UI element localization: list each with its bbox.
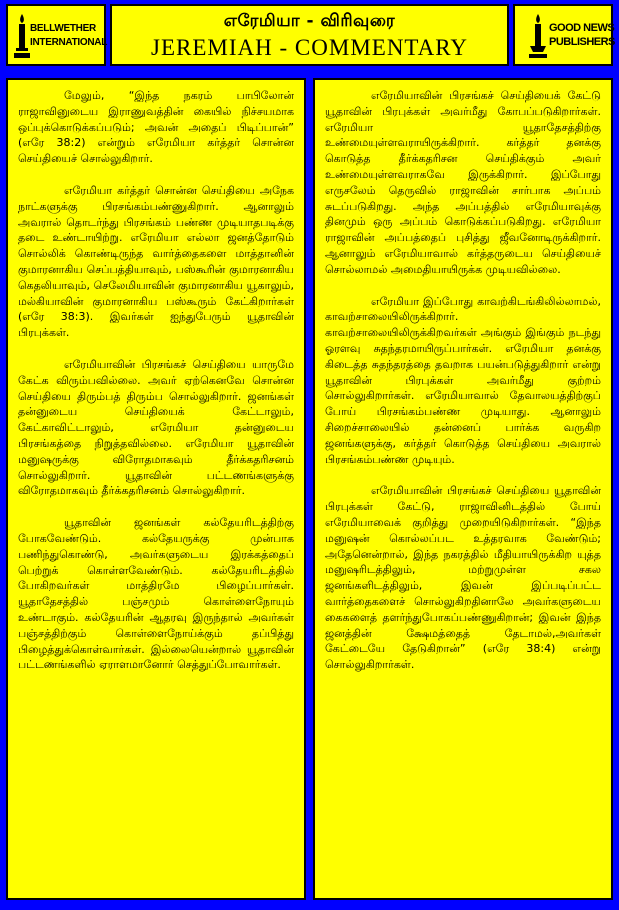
paragraph: யூதாவின் ஜனங்கள் கல்தேயரிடத்திற்கு போகவேண்டும். கல்தேயருக்கு முன்பாக பணிந்துகொண்டு, அவர்களுடைய இரக்கத்தைப் பெற்றுக் கொள்ளவேண்டும். கல்தேயரிடத்தில் போகிறவர்கள் மாத்திரமே பிழைப்பார்கள். யூதாதேசத்தில் பஞ்சமும் கொள்ளைநோயும் உண்டாகும். கல்தேயரின் ஆதரவு இருந்தால் அவர்கள் பஞ்சத்திற்கும் கொள்ளைநோய்க்கும் தப்பித்து பிழைத்துக்கொள்வார்கள். இல்லையென்றால் யூதாவின் பட்டணங்களில் ஏராளமானோர் செத்துப்போவார்கள்.: [18, 516, 294, 672]
logo-right-line1: GOOD NEWS: [549, 22, 615, 34]
logo-left-line2: INTERNATIONAL: [30, 37, 108, 48]
bellwether-logo-text: [30, 22, 107, 50]
good-news-logo-text: [549, 21, 615, 49]
title-english: JEREMIAH - COMMENTARY: [151, 35, 468, 60]
good-news-logo[interactable]: [513, 4, 613, 66]
left-column: [6, 78, 306, 900]
paragraph: எரேமியாவின் பிரசங்கச் செய்தியை யாருமே கேட்க விரும்பவில்லை. அவர் ஏற்கெனவே சொன்ன செய்தியை திரும்பத் திரும்ப சொல்லுகிறார். ஜனங்கள் தன்னுடைய செய்தியைக் கேட்டாலும், கேட்காவிட்டாலும், எரேமியா தன்னுடைய பிரசங்கத்தை நிறுத்தவில்லை. எரேமியா யூதாவின் மனுஷருக்கு விரோதமாகவும் தீர்க்கதரிசனம் சொல்லுகிறார். யூதாவின் பட்டணங்களுக்கு விரோதமாகவும் தீர்க்கதரிசனம் சொல்லுகிறார்.: [18, 357, 294, 498]
paragraph: எரேமியா கர்த்தர் சொன்ன செய்தியை அநேக நாட்களுக்கு பிரசங்கம்பண்ணுகிறார். ஆனாலும் அவரால் தொடர்ந்து பிரசங்கம் பண்ண முடியாதபடிக்கு தடை உண்டாயிற்று. எரேமியா எல்லா ஜனத்தோடும் சொல்லிக் கொண்டிருந்த வார்த்தைகளை மாத்தானின் குமாரனாகிய செப்பத்தியாவும், பஸ்கூரின் குமாரனாகிய கெதலியாவும், செலேமியாவின் குமாரனாகிய யூகாலும், மல்கியாவின் குமாரனாகிய பஸ்கூரும் கேட்கிறார்கள் (எரே 38:3). இவர்கள் ஐந்துபேரும் யூதாவின் பிரபுக்கள்.: [18, 183, 294, 340]
title-banner: [110, 4, 509, 66]
paragraph: எரேமியா இப்போது காவற்கிடங்கிலில்லாமல், காவற்சாலையிலிருக்கிறார். காவற்சாலையிலிருக்கிறவர்கள் அங்கும் இங்கும் நடந்து ஓரளவு சுதந்தரமாயிருப்பார்கள். எரேமியா தனக்கு கிடைத்த சுதந்தரத்தை தவறாக பயன்படுத்துகிறார் என்று யூதாவின் பிரபுக்கள் அவர்மீது குற்றம் சொல்லுகிறார்கள். எரேமியாவால் தேவாலயத்திற்குப் போய் பிரசங்கம்பண்ண முடியாது. ஆனாலும் சிறைச்சாலையில் தன்னைப் பார்க்க வருகிற ஜனங்களுக்கு, கர்த்தர் கொடுத்த செய்தியை அவரால் பிரசங்கம்பண்ண முடியும்.: [325, 294, 601, 466]
candle-icon: [529, 12, 547, 60]
paragraph: எரேமியாவின் பிரசங்கச் செய்தியைக் கேட்டு யூதாவின் பிரபுக்கள் அவர்மீது கோபப்படுகிறார்கள். எரேமியா யூதாதேசத்திற்கு உண்மையுள்ளவராயிருக்கிறார். கர்த்தர் தனக்கு கொடுத்த தீர்க்கதரிசன செய்திக்கும் அவர் உண்மையுள்ளவராகவே இருக்கிறார். இப்போது எருசலேம் தெருவில் ராஜாவின் சார்பாக அப்பம் சுடப்படுகிறது. அந்த அப்பத்தில் எரேமியாவுக்கு தினமும் ஒரு அப்பம் கொடுக்கப்படுகிறது. எரேமியா ராஜாவின் அப்பத்தைப் புசித்து ஜீவனோடிருக்கிறார். ஆனாலும் எரேமியாவால் கர்த்தருடைய செய்தியைச் சொல்லாமல் அமைதியாயிருக்க முடியவில்லை.: [325, 89, 601, 276]
header: [6, 4, 613, 66]
logo-left-line1: BELLWETHER: [30, 23, 96, 34]
bellwether-logo[interactable]: [6, 4, 106, 66]
right-column: [313, 78, 613, 900]
title-tamil: எரேமியா - விரிவுரை: [223, 11, 396, 31]
paragraph: மேலும், “இந்த நகரம் பாபிலோன் ராஜாவினுடைய இராணுவத்தின் கையில் நிச்சயமாக ஒப்புக்கொடுக்கப்படும்; அவன் அதைப் பிடிப்பான்” (எரே 38:2) என்றும் எரேமியா கர்த்தர் சொன்ன செய்தியைச் சொல்லுகிறார்.: [18, 89, 294, 166]
logo-right-line2: PUBLISHERS: [549, 36, 615, 48]
candle-icon: [14, 12, 30, 60]
paragraph: எரேமியாவின் பிரசங்கச் செய்தியை யூதாவின் பிரபுக்கள் கேட்டு, ராஜாவினிடத்தில் போய் எரேமியாவைக் குறித்து முறையிடுகிறார்கள். “இந்த மனுஷன் கொல்லப்பட உத்தரவாக வேண்டும்; அதேனென்றால், இந்த நகரத்தில் மீதியாயிருக்கிற யுத்த மனுஷரிடத்திலும், மற்றுமுள்ள சகல ஜனங்களிடத்திலும், இவன் இப்படிப்பட்ட வார்த்தைகளைச் சொல்லுகிறதினாலே அவர்களுடைய கைகளைத் தளர்ந்துபோகப்பண்ணுகிறான்; இவன் இந்த ஜனத்தின் க்ஷேமத்தைத் தேடாமல்,அவர்கள் கேட்டையே தேடுகிறான்” (எரே 38:4) என்று சொல்லுகிறார்கள்.: [325, 484, 601, 672]
